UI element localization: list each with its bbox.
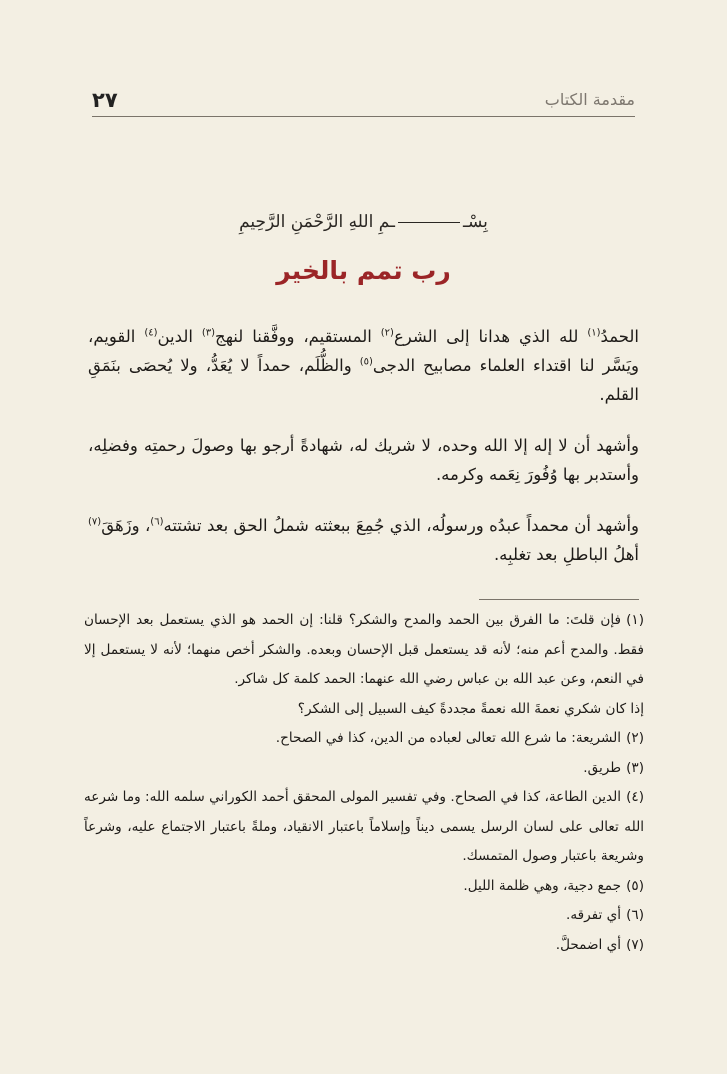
- footnote-6: [84, 901, 644, 931]
- footnote-text: طريق.: [583, 759, 622, 776]
- footnote-ref-5: (٥): [359, 356, 373, 368]
- text-run: المستقيم، ووفَّقنا لنهج: [215, 327, 381, 346]
- text-run: الحمدُ: [600, 327, 639, 346]
- footnote-ref-1: (١): [587, 327, 601, 339]
- footnote-5: [84, 872, 644, 902]
- footnote-text: جمع دجية، وهي ظلمة الليل.: [463, 877, 622, 894]
- footnote-1: [84, 606, 644, 695]
- footnote-ref-3: (٣): [201, 327, 216, 339]
- footnote-number: (٤): [626, 789, 644, 805]
- footnote-ref-7: (٧): [88, 516, 102, 528]
- text-run: الدين: [157, 327, 202, 346]
- footnote-number: (٧): [626, 936, 644, 953]
- main-text: [88, 322, 639, 591]
- text-run: ، وزَهَقَ: [101, 516, 151, 535]
- footnotes: [84, 606, 644, 960]
- text-run: القويم، ويَسَّر لنا اقتداء العلماء مصابيح الدجى: [88, 327, 639, 375]
- footnote-ref-4: (٤): [144, 327, 158, 339]
- footnote-divider: [479, 599, 639, 600]
- page-number: ٢٧: [92, 88, 118, 112]
- footnote-ref-2: (٢): [380, 327, 394, 339]
- text-run: والظُّلَم، حمداً لا يُعَدُّ، ولا يُحصَى بنَمَقِ القلم.: [88, 356, 639, 404]
- basmala: [0, 212, 727, 232]
- footnote-number: (١): [626, 612, 644, 628]
- footnote-7: [84, 931, 644, 961]
- text-run: أهلُ الباطلِ بعد تغلبِه.: [493, 545, 639, 564]
- paragraph-2: وأشهد أن لا إله إلا الله وحده، لا شريك له، شهادةً أرجو بها وصولَ رحمتِه وفضلِه، وأستدبر بها وُفُورَ نِعَمه وكرمه.: [88, 436, 639, 484]
- footnote-number: (٢): [626, 730, 644, 746]
- footnote-number: (٣): [626, 759, 644, 776]
- footnote-text: فإن قلتَ: ما الفرق بين الحمد والمدح والشكر؟ قلنا: إن الحمد هو الذي يستعمل بعد الإحسان فقط. والمدح أعم منه؛ لأنه قد يستعمل قبل الإحسان وبعده. والشكر أخص منهما؛ لأنه لا يستعمل إلا في النعم، وعن عبد الله بن عباس رضي الله عنهما: الحمد كلمة كل شاكر.: [84, 612, 644, 687]
- text-run: وأشهد أن محمداً عبدُه ورسولُه، الذي جُمِعَ ببعثته شملُ الحق بعد تشتته: [163, 516, 639, 535]
- basmala-start: بِسْـ: [463, 212, 488, 232]
- paragraph-1: [88, 322, 639, 409]
- footnote-number: (٦): [626, 907, 644, 923]
- text-run: لله الذي هدانا إلى الشرع: [393, 327, 588, 346]
- footnote-text: أي اضمحلَّ.: [555, 936, 622, 953]
- basmala-end: ـمِ اللهِ الرَّحْمَنِ الرَّحِيمِ: [239, 212, 396, 232]
- footnote-4: [84, 783, 644, 872]
- paragraph-3: [88, 511, 639, 569]
- footnote-text: إذا كان شكري نعمةَ الله نعمةً مجددةً كيف السبيل إلى الشكر؟: [297, 700, 644, 717]
- section-heading: رب تمم بالخير: [276, 256, 451, 285]
- basmala-stroke: [398, 222, 460, 223]
- footnote-3: [84, 754, 644, 784]
- running-title: مقدمة الكتاب: [544, 90, 635, 109]
- footnote-text: الدين الطاعة، كذا في الصحاح. وفي تفسير المولى المحقق أحمد الكوراني سلمه الله: وما شرعه الله تعالى على لسان الرسل يسمى ديناً وإسلاماً باعتبار الانقياد، وملةً باعتبار الاجتماع عليه، وشرعاً وشريعة باعتبار وصول المتمسك.: [84, 789, 644, 864]
- footnote-2: [84, 724, 644, 754]
- footnote-ref-6: (٦): [150, 516, 164, 528]
- footnote-number: (٥): [626, 877, 644, 894]
- footnote-text: الشريعة: ما شرع الله تعالى لعباده من الدين، كذا في الصحاح.: [275, 730, 622, 746]
- page-header: [92, 88, 635, 117]
- footnote-text: أي تفرقه.: [566, 907, 622, 923]
- footnote-1-verse: [84, 695, 644, 725]
